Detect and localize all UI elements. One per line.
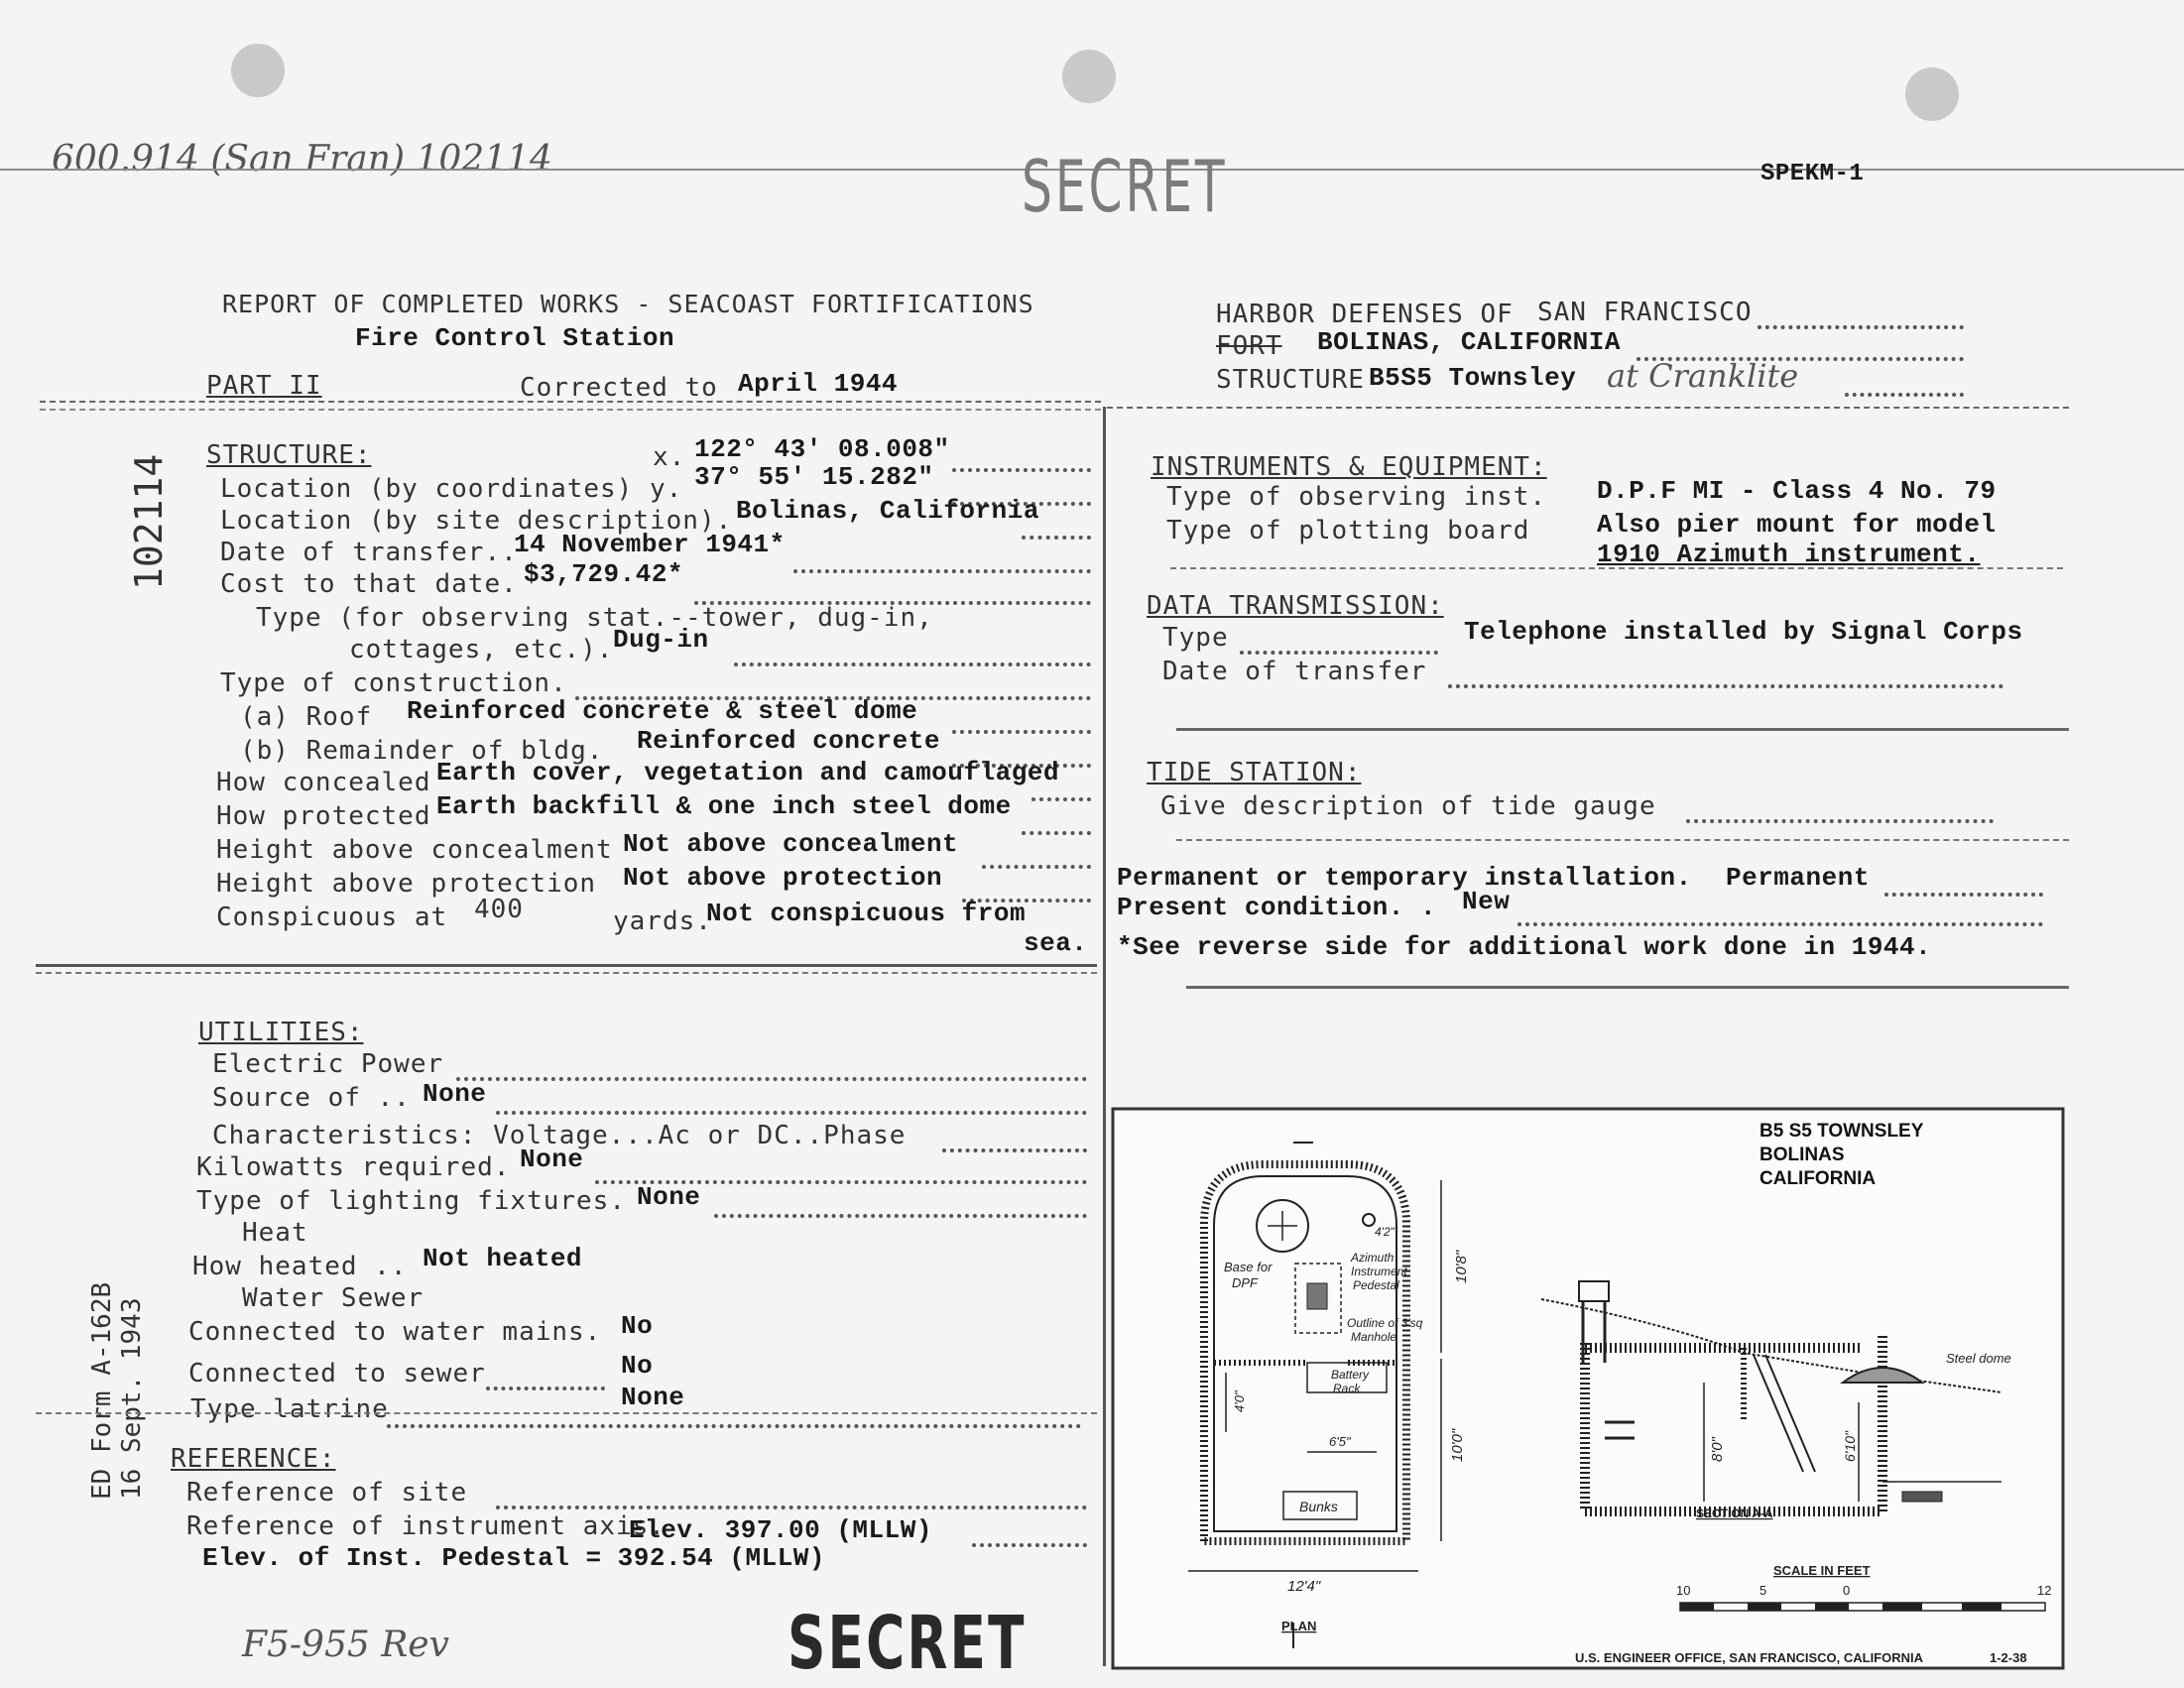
punch-hole-right [1905,67,1959,121]
cost-dots [694,583,1091,605]
manhole-label-2: Manhole [1351,1330,1397,1344]
conspicuous-value-2: sea. [1024,928,1088,958]
characteristics-dots [942,1131,1087,1152]
observing-label: Type of observing inst. [1166,482,1547,512]
concealed-dots [1031,780,1091,801]
conspicuous-label: Conspicuous at [216,903,448,932]
utilities-rule [36,1412,1097,1414]
secret-stamp-bottom: SECRET [788,1601,1027,1686]
transfer-label: Date of transfer.. [220,538,518,567]
fort-label: FORT [1216,331,1282,361]
kilowatts-dots [595,1162,1087,1184]
height-conceal-label: Height above concealment [216,835,613,865]
secret-stamp-top: SECRET [1022,145,1228,228]
cost-label: Cost to that date. [220,569,518,599]
roof-label: (a) Roof [240,702,373,732]
dim-10-0: 10'0" [1449,1428,1466,1462]
punch-hole-center [1062,50,1116,103]
reference-axis-dots [972,1525,1087,1547]
location-coord-label: Location (by coordinates) y. [220,474,683,504]
transfer-value: 14 November 1941* [514,530,786,559]
vertical-divider [1103,407,1106,1666]
protected-label: How protected [216,801,431,831]
scale-10: 10 [1676,1583,1691,1598]
dt-type-label: Type [1162,623,1229,653]
construction-label: Type of construction. [220,668,567,698]
form-side-2: 16 Sept. 1943 [117,1297,147,1500]
sewer-label: Connected to sewer [188,1359,486,1388]
dim-8-0: 8'0" [1709,1437,1726,1462]
azimuth-label-3: Pedestal [1353,1278,1399,1292]
location-site-label: Location (by site description). [220,506,733,536]
fort-value: BOLINAS, CALIFORNIA [1317,327,1621,357]
plotting-value: Also pier mount for model [1597,510,1997,540]
lighting-dots [714,1196,1087,1218]
dt-type-value: Telephone installed by Signal Corps [1464,617,2023,647]
protected-dots [1022,813,1091,835]
dim-6-5: 6'5" [1329,1434,1351,1449]
data-transmission-heading: DATA TRANSMISSION: [1147,591,1444,621]
type-label-2: cottages, etc.). [349,635,614,664]
x-label: x. [653,442,686,472]
battery-label-1: Battery [1331,1368,1370,1382]
source-value: None [423,1079,487,1109]
remainder-label: (b) Remainder of bldg. [240,736,604,766]
reference-pedestal: Elev. of Inst. Pedestal = 392.54 (MLLW) [202,1543,825,1573]
type-dots [734,645,1091,666]
sewer-value: No [621,1351,654,1381]
part-label: PART II [206,371,322,401]
location-site-dots [1022,518,1091,540]
plotting-label: Type of plotting board [1166,516,1530,545]
harbor-label: HARBOR DEFENSES OF [1216,300,1514,329]
transfer-dots [793,551,1091,573]
structure-header-value: B5S5 Townsley [1369,363,1577,393]
base-label-1: Base for [1224,1260,1273,1274]
latrine-value: None [621,1383,685,1412]
dim-6-10: 6'10" [1842,1430,1858,1462]
azimuth-label-1: Azimuth [1351,1251,1395,1265]
form-code: SPEKM-1 [1760,161,1865,187]
y-value: 37° 55' 15.282" [694,462,934,492]
permanent-label: Permanent or temporary installation. [1117,863,1692,893]
data-transmission-rule [1176,728,2069,731]
bunks-label: Bunks [1299,1499,1338,1514]
tide-gauge-label: Give description of tide gauge [1160,791,1656,821]
corrected-value: April 1944 [738,369,899,399]
water-value: No [621,1311,654,1341]
tide-rule [1176,839,2069,841]
utilities-heading: UTILITIES: [198,1018,364,1047]
instruments-rule [1170,567,2063,569]
structure-end-rule [36,964,1097,967]
report-title: REPORT OF COMPLETED WORKS - SEACOAST FORTIFICATIONS [222,290,1034,318]
dim-12-4: 12'4" [1287,1578,1321,1595]
water-sewer-label: Water Sewer [242,1283,425,1313]
roof-value: Reinforced concrete & steel dome [407,696,918,726]
side-number: 102114 [127,453,171,590]
lighting-label: Type of lighting fixtures. [196,1186,626,1216]
drawing-footer-date: 1-2-38 [1990,1650,2027,1665]
drawing-title-1: B5 S5 TOWNSLEY [1759,1121,1924,1142]
lighting-value: None [637,1182,701,1212]
drawing-footer: U.S. ENGINEER OFFICE, SAN FRANCISCO, CALIFORNIA [1575,1650,1924,1665]
battery-label-2: Rack [1333,1382,1361,1395]
water-label: Connected to water mains. [188,1317,602,1347]
form-side-1: ED Form A-162B [87,1281,117,1500]
conspicuous-yards: 400 [474,895,524,924]
structure-header-dots [1845,375,1964,397]
observing-value: D.P.F MI - Class 4 No. 79 [1597,476,1997,506]
cost-value: $3,729.42* [524,559,684,589]
reference-heading: REFERENCE: [171,1444,336,1474]
height-conceal-value: Not above concealment [623,829,959,859]
height-protect-value: Not above protection [623,863,943,893]
dim-4-0: 4'0" [1232,1390,1247,1412]
sewer-dots [486,1369,605,1390]
conspicuous-value: Not conspicuous from [706,899,1027,928]
scale-12: 12 [2037,1583,2052,1598]
condition-label: Present condition. . [1117,893,1437,922]
plan-label: PLAN [1281,1619,1317,1633]
x-dots [952,450,1091,472]
heated-value: Not heated [423,1244,583,1273]
heated-label: How heated .. [192,1252,408,1281]
type-value: Dug-in [613,625,709,655]
structure-header-label: STRUCTURE [1216,365,1365,395]
latrine-label: Type latrine [190,1394,389,1424]
installation-note: *See reverse side for additional work done in 1944. [1117,932,1932,962]
permanent-dots [1884,873,2043,897]
reference-site-label: Reference of site [186,1478,468,1507]
dt-date-dots [1448,666,2003,688]
condition-dots [1517,903,2043,926]
characteristics-label: Characteristics: Voltage...Ac or DC..Phase [212,1121,907,1150]
drawing-title-2: BOLINAS [1759,1145,1845,1165]
reference-axis-label: Reference of instrument axis. [186,1511,666,1541]
permanent-value: Permanent [1726,863,1870,893]
base-label-2: DPF [1232,1275,1258,1290]
latrine-dots [387,1406,1081,1428]
installation-rule [1186,986,2069,989]
dt-date-label: Date of transfer [1162,657,1427,686]
electric-power: Electric Power [212,1049,444,1079]
concealed-label: How concealed [216,768,431,797]
report-subtitle: Fire Control Station [355,323,675,353]
file-note-handwritten: 600.914 (San Fran) 102114 [52,139,552,180]
manhole-label-1: Outline of 3'sq [1347,1316,1423,1330]
bottom-handwritten: F5-955 Rev [242,1625,449,1665]
roof-dots [952,712,1091,734]
x-value: 122° 43' 08.008" [694,434,950,464]
tide-heading: TIDE STATION: [1147,758,1362,787]
punch-hole-left [231,44,285,97]
structure-end-rule-2 [36,972,1097,974]
header-rule-right [1107,407,2069,409]
header-rule-left [40,401,1101,403]
dim-4-2: 4'2" [1375,1225,1395,1239]
height-protect-label: Height above protection [216,869,597,899]
remainder-value: Reinforced concrete [637,726,940,756]
source-dots [496,1093,1087,1115]
engineering-drawing [1109,1105,2067,1672]
scale-label: SCALE IN FEET [1773,1563,1871,1578]
heat-label: Heat [242,1218,308,1248]
harbor-value: SAN FRANCISCO [1537,298,1753,327]
source-label: Source of .. [212,1083,411,1113]
structure-heading: STRUCTURE: [206,440,372,470]
electric-dots [456,1059,1087,1081]
corrected-label: Corrected to [520,373,718,403]
kilowatts-value: None [520,1145,584,1174]
dt-type-dots [1240,633,1438,655]
reference-site-dots [496,1488,1087,1509]
protected-value: Earth backfill & one inch steel dome [436,791,1012,821]
section-label: SECTION A-A [1696,1507,1773,1520]
concealed-value: Earth cover, vegetation and camouflaged [436,758,1059,787]
header-rule-left-2 [40,409,1101,411]
harbor-dots [1758,307,1964,329]
kilowatts-label: Kilowatts required. [196,1152,511,1182]
azimuth-label-2: Instrument [1351,1265,1407,1278]
drawing-title-3: CALIFORNIA [1759,1168,1877,1189]
tide-gauge-dots [1686,801,1994,823]
reference-axis-value: Elev. 397.00 (MLLW) [629,1515,932,1545]
steel-dome-label: Steel dome [1946,1351,2011,1366]
dim-10-8: 10'8" [1453,1250,1470,1283]
plotting-value-2: 1910 Azimuth instrument. [1597,540,1981,569]
scale-5: 5 [1759,1583,1767,1598]
type-label-1: Type (for observing stat.--tower, dug-in, [256,603,933,633]
scale-0: 0 [1843,1583,1851,1598]
location-site-value: Bolinas, California [736,496,1039,526]
yards-label: yards. [613,906,712,936]
height-conceal-dots [982,847,1091,869]
structure-header-handwritten: at Cranklite [1607,357,1799,395]
instruments-heading: INSTRUMENTS & EQUIPMENT: [1151,452,1547,482]
condition-value: New [1462,887,1511,916]
